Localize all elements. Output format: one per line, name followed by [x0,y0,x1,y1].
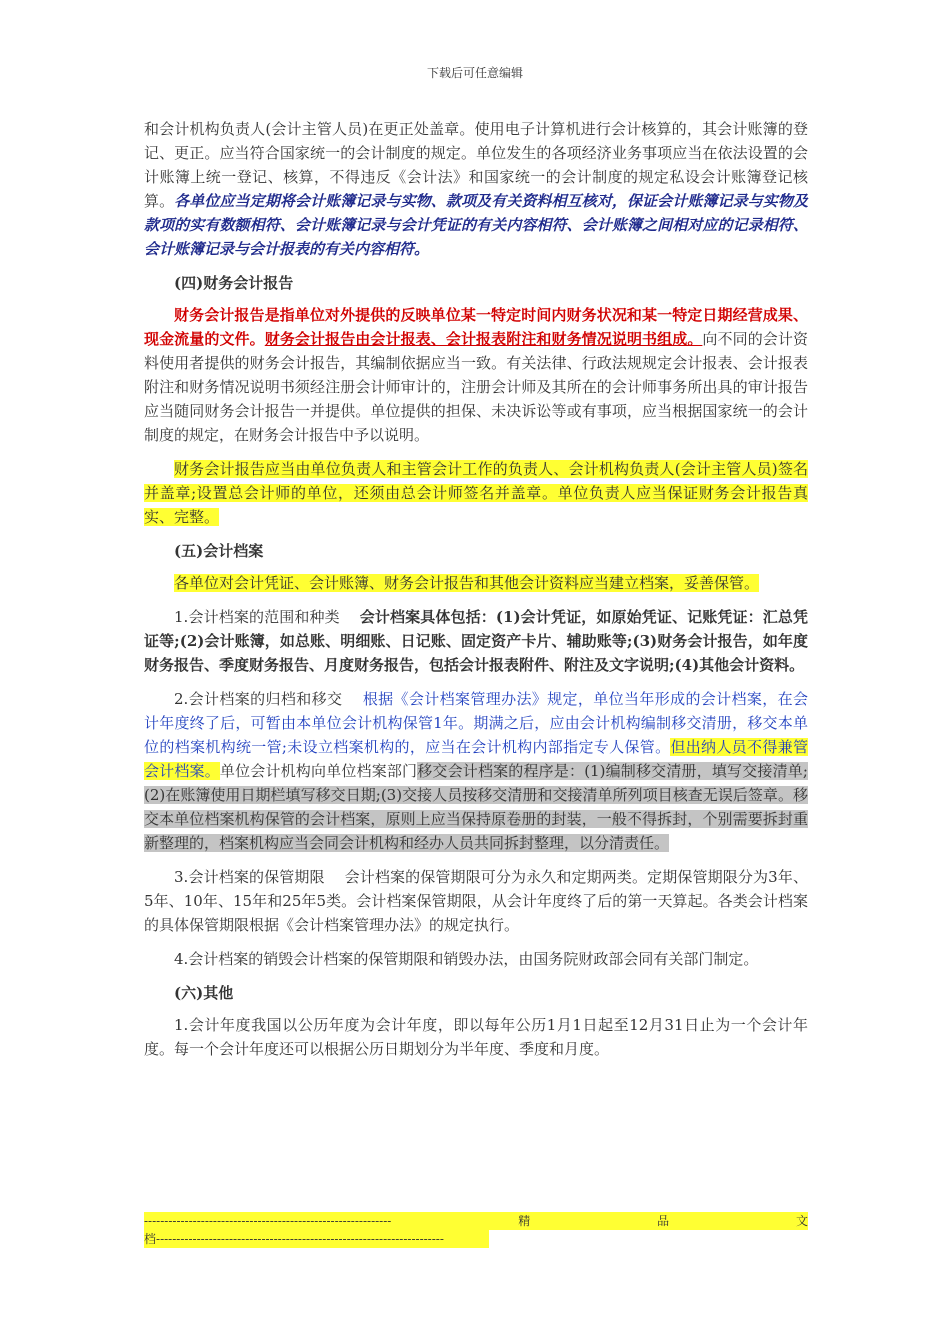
footer-char-3: 文 [795,1214,808,1228]
paragraph-archives-transfer [144,687,808,855]
archives-transfer-dept: 单位会计机构向单位档案部门 [219,762,418,780]
archives-intro-text: 各单位对会计凭证、会计账簿、财务会计报告和其他会计资料应当建立档案，妥善保管。 [174,574,760,592]
report-signature-text: 财务会计报告应当由单位负责人和主管会计工作的负责人、会计机构负责人(会计主管人员)签名并盖章;设置总会计师的单位，还须由总会计师签名并盖章。单位负责人应当保证财务会计报告真实、完整。 [144,460,808,526]
archives-transfer-lead: 2.会计档案的归档和移交 [174,690,363,708]
footer-line-1 [144,1212,808,1230]
report-definition: 财务会计报告是指单位对外提供的反映单位某一特定时间内财务状况和某一特定日期经营成果、现金流量的文件。 [144,306,808,348]
footer-dashes-1: ------------------------------------------------------------- [144,1214,392,1228]
paragraph-archives-destruction: 4.会计档案的销毁会计档案的保管期限和销毁办法，由国务院财政部会同有关部门制定。 [174,950,759,968]
cashier-restriction: 但出纳人员不得兼管会计档案。 [144,738,808,780]
paragraph-archives-retention: 3.会计档案的保管期限 会计档案的保管期限可分为永久和定期两类。定期保管期限分为3年、5年、10年、15年和25年5类。会计档案保管期限，从会计年度终了后的第一天算起。各类会计档案的具体保管期限根据《会计档案管理办法》的规定执行。 [144,868,808,934]
page-header: 下载后可任意编辑 [426,66,523,80]
paragraph-fiscal-year: 1.会计年度我国以公历年度为会计年度，即以每年公历1月1日起至12月31日止为一个会计年度。每一个会计年度还可以根据公历日期划分为半年度、季度和月度。 [144,1016,808,1058]
heading-financial-report: (四)财务会计报告 [174,274,294,292]
archives-scope-text: 会计档案具体包括：(1)会计凭证，如原始凭证、记账凭证：汇总凭证等;(2)会计账簿，如总账、明细账、日记账、固定资产卡片、辅助账等;(3)财务会计报告，如年度财务报告、季度财务报告、月度财务报告，包括会计报表附件、附注及文字说明;(4)其他会计资料。 [144,608,808,674]
archives-transfer-rule: 根据《会计档案管理办法》规定，单位当年形成的会计档案，在会计年度终了后，可暂由本单位会计机构保管1年。期满之后，应由会计机构编制移交清册，移交本单位的档案机构统一管;未设立档案机构的，应当在会计机构内部指定专人保管。 [144,690,808,756]
paragraph-financial-report [144,303,808,447]
document-body [144,117,808,1071]
footer-char-1: 精 [518,1214,531,1228]
ledger-text: 和会计机构负责人(会计主管人员)在更正处盖章。使用电子计算机进行会计核算的，其会计账簿的登记、更正。应当符合国家统一的会计制度的规定。单位发生的各项经济业务事项应当在依法设置的会计账簿上统一登记、核算，不得违反《会计法》和国家统一的会计制度的规定私设会计账簿登记核算。 [144,120,808,210]
ledger-reconcile-text: 各单位应当定期将会计账簿记录与实物、款项及有关资料相互核对，保证会计账簿记录与实物及款项的实有数额相符、会计账簿记录与会计凭证的有关内容相符、会计账簿之间相对应的记录相符、会计账簿记录与会计报表的有关内容相符。 [144,192,808,258]
heading-accounting-archives: (五)会计档案 [174,542,264,560]
paragraph-archives-intro [144,571,808,595]
footer-char-4: 档 [144,1232,157,1246]
footer-line-2 [144,1230,489,1248]
footer-banner [144,1212,808,1253]
report-details: 向不同的会计资料使用者提供的财务会计报告，其编制依据应当一致。有关法律、行政法规规定会计报表、会计报表附注和财务情况说明书须经注册会计师审计的，注册会计师及其所在的会计师事务所出具的审计报告应当随同财务会计报告一并提供。单位提供的担保、未决诉讼等或有事项，应当根据国家统一的会计制度的规定，在财务会计报告中予以说明。 [144,330,808,444]
heading-other: (六)其他 [174,984,234,1002]
paragraph-report-signature [144,457,808,529]
archives-transfer-procedure: 移交会计档案的程序是：(1)编制移交清册，填写交接清单;(2)在账簿使用日期栏填写移交日期;(3)交接人员按移交清册和交接清单所列项目核查无误后签章。移交本单位档案机构保管的会计档案，原则上应当保持原卷册的封装，一般不得拆封，个别需要拆封重新整理的，档案机构应当会同会计机构和经办人员共同拆封整理，以分清责任。 [144,762,808,852]
footer-dashes-2: ----------------------------------------------------------------------- [156,1232,444,1246]
footer-char-2: 品 [657,1214,670,1228]
archives-scope-lead: 1.会计档案的范围和种类 [174,608,360,626]
report-composition: 财务会计报告由会计报表、会计报表附注和财务情况说明书组成。 [264,330,703,348]
paragraph-archives-scope [144,605,808,677]
paragraph-ledger [144,117,808,261]
